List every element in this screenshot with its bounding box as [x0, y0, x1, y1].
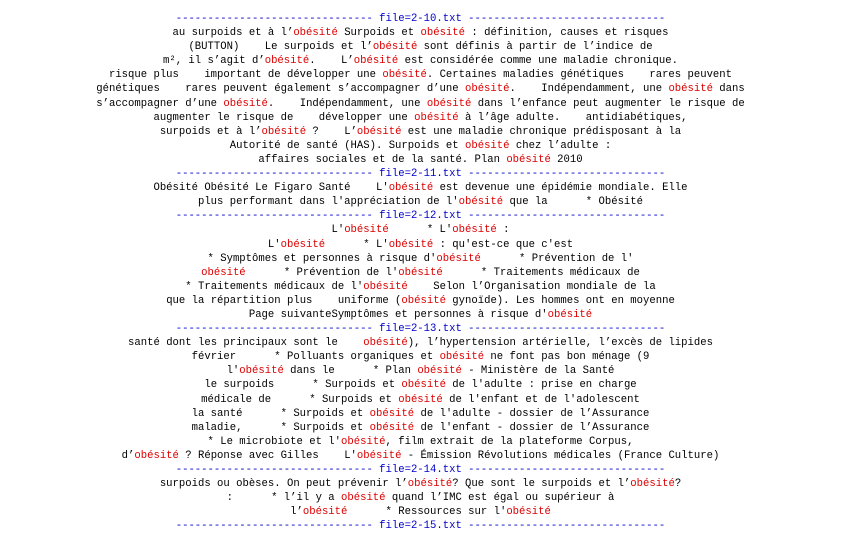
concordance-line: Obésité Obésité Le Figaro Santé L'obésité est devenue une épidémie mondiale. Elle [153, 182, 688, 195]
keyword-highlight: obésité [458, 196, 504, 209]
concordance-line: le surpoids * Surpoids et obésité de l'adulte : prise en charge [204, 379, 637, 392]
keyword-highlight: obésité [407, 478, 453, 491]
file-separator: ------------------------------- file=2-11.txt ------------------------------- [175, 168, 666, 181]
concordance-line: L'obésité * L'obésité : qu'est-ce que c'est [267, 238, 574, 251]
concordance-line: * Le microbiote et l'obésité, film extrait de la plateforme Corpus, [207, 435, 634, 448]
keyword-highlight: obésité [341, 492, 386, 505]
concordance-line: maladie, * Surpoids et obésité de l'enfant - dossier de l’Assurance [191, 421, 650, 434]
keyword-highlight: obésité [464, 83, 510, 96]
concordance-line: au surpoids et à l’obésité Surpoids et obésité : définition, causes et risques [172, 27, 669, 40]
keyword-highlight: obésité [452, 224, 497, 237]
file-separator: ------------------------------- file=2-15.txt ------------------------------- [175, 520, 666, 533]
concordance-line: affaires sociales et de la santé. Plan obésité 2010 [258, 153, 583, 166]
keyword-highlight: obésité [417, 365, 462, 378]
concordance-line: * Symptômes et personnes à risque d'obésité * Prévention de l' [207, 252, 634, 265]
keyword-highlight: obésité [426, 97, 472, 110]
keyword-highlight: obésité [398, 266, 443, 279]
keyword-highlight: obésité [388, 238, 434, 251]
concordance-line: obésité * Prévention de l'obésité * Traitements médicaux de [201, 266, 640, 279]
concordance-line: Autorité de santé (HAS). Surpoids et obésité chez l’adulte : [229, 139, 612, 152]
keyword-highlight: obésité [630, 478, 675, 491]
keyword-highlight: obésité [239, 365, 284, 378]
concordance-line: * Traitements médicaux de l'obésité Selon l’Organisation mondiale de la [185, 280, 656, 293]
concordance-line: génétiques rares peuvent également s’accompagner d’une obésité. Indépendamment, une obésité dans [96, 83, 745, 96]
keyword-highlight: obésité [293, 27, 338, 40]
concordance-line: surpoids ou obèses. On peut prévenir l’obésité? Que sont le surpoids et l’obésité? [159, 478, 682, 491]
keyword-highlight: obésité [369, 421, 415, 434]
concordance-line: d’obésité ? Réponse avec Gilles L'obésité - Émission Révolutions médicales (France Culture) [121, 449, 720, 462]
keyword-highlight: obésité [382, 69, 427, 82]
concordance-line: santé dont les principaux sont le obésité), l’hypertension artérielle, l’excès de lipides [128, 337, 713, 350]
concordance-line: Page suivanteSymptômes et personnes à risque d'obésité [248, 308, 593, 321]
keyword-highlight: obésité [356, 125, 402, 138]
concordance-line: s’accompagner d’une obésité. Indépendamment, une obésité dans l’enfance peut augmenter le risque de [96, 97, 745, 110]
file-separator: ------------------------------- file=2-14.txt ------------------------------- [175, 464, 666, 476]
concordance-document [0, 12, 841, 533]
concordance-line: augmenter le risque de développer une obésité à l’âge adulte. antidiabétiques, [153, 111, 688, 124]
concordance-line: que la répartition plus uniforme (obésité gynoïde). Les hommes ont en moyenne [166, 294, 675, 307]
concordance-line: plus performant dans l'appréciation de l'obésité que la * Obésité [197, 196, 644, 209]
keyword-highlight: obésité [280, 238, 326, 251]
file-separator: ------------------------------- file=2-12.txt ------------------------------- [175, 210, 666, 223]
keyword-highlight: obésité [547, 308, 593, 321]
keyword-highlight: obésité [344, 224, 389, 237]
keyword-highlight: obésité [436, 252, 481, 265]
keyword-highlight: obésité [506, 506, 551, 519]
keyword-highlight: obésité [401, 294, 446, 307]
keyword-highlight: obésité [420, 27, 466, 40]
concordance-line: L'obésité * L'obésité : [331, 224, 510, 237]
keyword-highlight: obésité [506, 153, 551, 166]
keyword-highlight: obésité [201, 266, 246, 279]
file-separator: ------------------------------- file=2-10.txt ------------------------------- [175, 13, 666, 25]
keyword-highlight: obésité [356, 449, 402, 462]
keyword-highlight: obésité [465, 139, 510, 152]
concordance-line: : * l’il y a obésité quand l’IMC est égal ou supérieur à [226, 492, 615, 505]
keyword-highlight: obésité [363, 280, 408, 293]
concordance-line: février * Polluants organiques et obésité ne font pas bon ménage (9 [191, 351, 650, 364]
keyword-highlight: obésité [439, 351, 485, 364]
keyword-highlight: obésité [401, 379, 446, 392]
keyword-highlight: obésité [302, 506, 348, 519]
concordance-line: la santé * Surpoids et obésité de l'adulte - dossier de l’Assurance [191, 407, 650, 420]
keyword-highlight: obésité [261, 125, 307, 138]
concordance-line: l’obésité * Ressources sur l'obésité [290, 506, 551, 519]
keyword-highlight: obésité [372, 41, 418, 54]
keyword-highlight: obésité [363, 337, 408, 350]
keyword-highlight: obésité [341, 435, 386, 448]
keyword-highlight: obésité [388, 182, 434, 195]
concordance-line: m², il s’agit d’obésité. L’obésité est considérée comme une maladie chronique. [163, 55, 678, 68]
keyword-highlight: obésité [353, 55, 399, 68]
concordance-line: l'obésité dans le * Plan obésité - Ministère de la Santé [226, 365, 615, 378]
keyword-highlight: obésité [398, 393, 443, 406]
concordance-line: surpoids et à l’obésité ? L’obésité est une maladie chronique prédisposant à la [159, 125, 682, 138]
concordance-line: (BUTTON) Le surpoids et l’obésité sont définis à partir de l’indice de [188, 41, 653, 54]
keyword-highlight: obésité [134, 449, 179, 462]
keyword-highlight: obésité [223, 97, 268, 110]
keyword-highlight: obésité [414, 111, 459, 124]
concordance-line: risque plus important de développer une obésité. Certaines maladies génétiques rares peuvent [108, 69, 733, 82]
file-separator: ------------------------------- file=2-13.txt ------------------------------- [175, 323, 666, 336]
concordance-line: médicale de * Surpoids et obésité de l'enfant et de l'adolescent [201, 393, 640, 406]
keyword-highlight: obésité [668, 83, 713, 96]
keyword-highlight: obésité [369, 407, 415, 420]
keyword-highlight: obésité [264, 55, 310, 68]
